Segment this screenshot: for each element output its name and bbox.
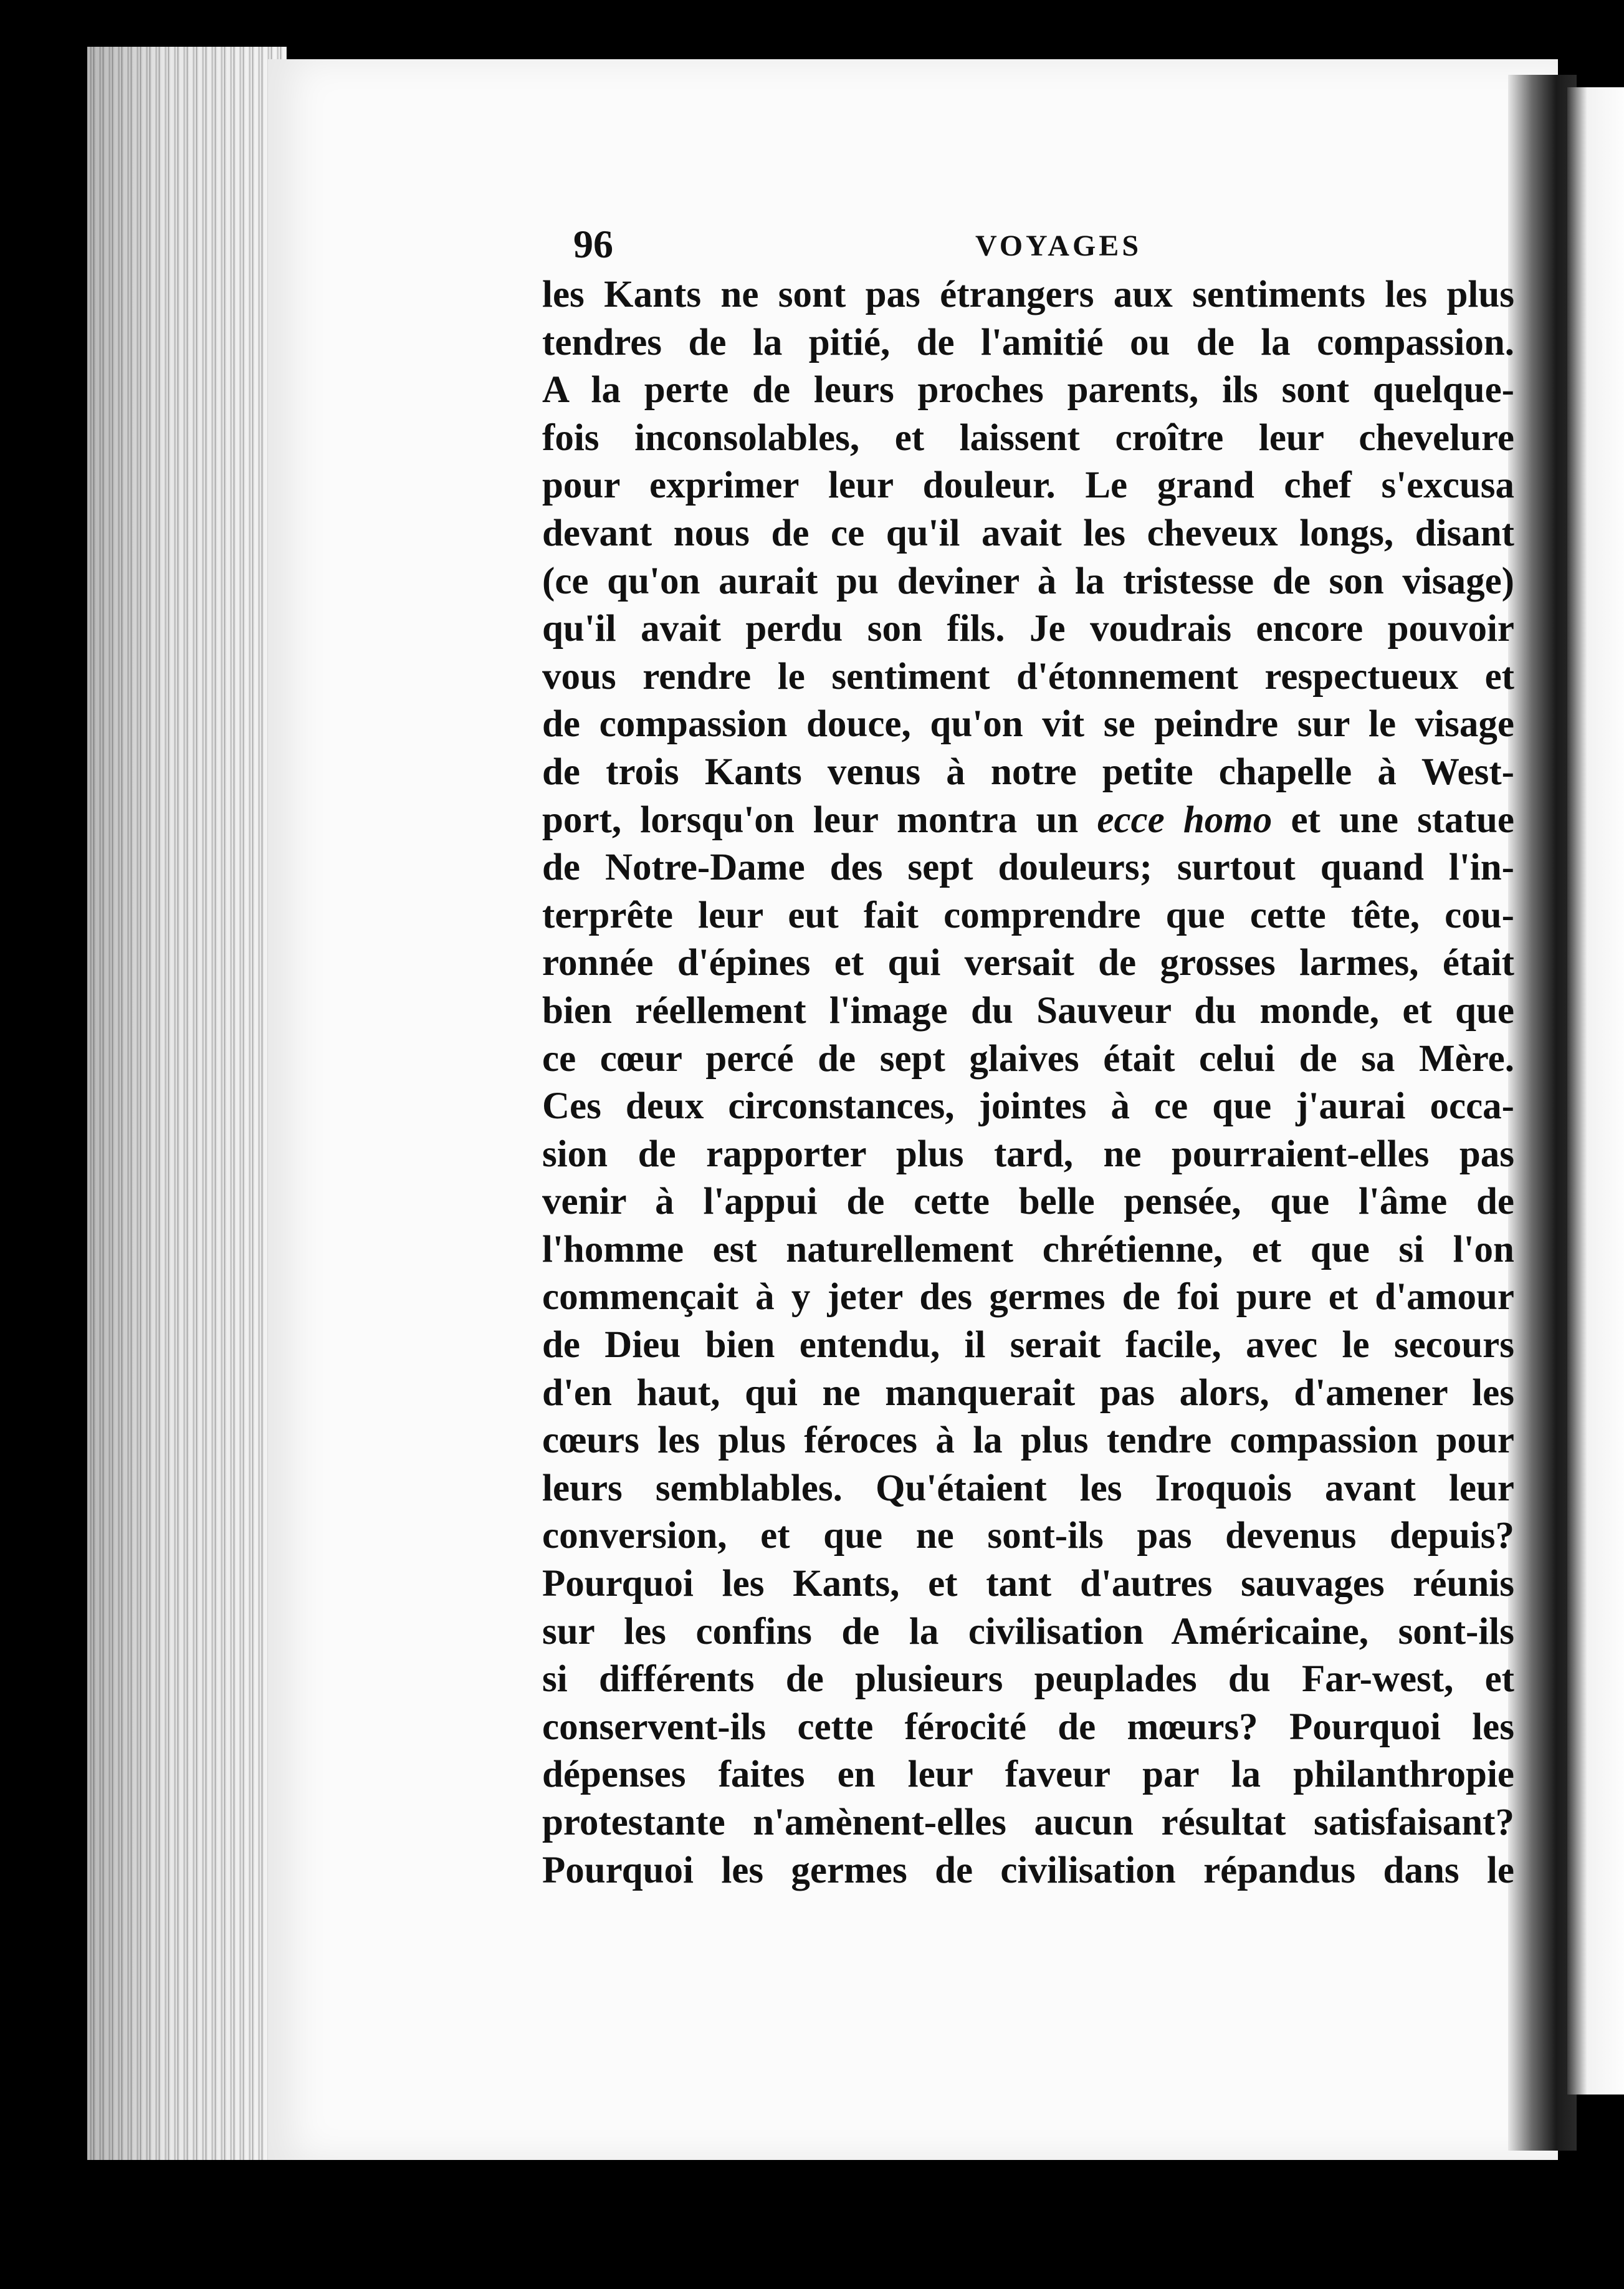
text-segment: port, lorsqu'on leur montra un bbox=[542, 799, 1097, 841]
text-line: de trois Kants venus à notre petite chapelle à West- bbox=[542, 751, 1514, 793]
text-line: ronnée d'épines et qui versait de grosses larmes, était bbox=[542, 942, 1514, 984]
book-gutter bbox=[1508, 75, 1577, 2151]
text-line: de Dieu bien entendu, il serait facile, avec le secours bbox=[542, 1324, 1514, 1366]
text-line: dépenses faites en leur faveur par la philanthropie bbox=[542, 1754, 1514, 1796]
page-number: 96 bbox=[573, 222, 613, 266]
facing-page-edge bbox=[1567, 87, 1624, 2095]
text-line: terprête leur eut fait comprendre que cette tête, cou- bbox=[542, 894, 1514, 936]
text-line: qu'il avait perdu son fils. Je voudrais encore pouvoir bbox=[542, 608, 1514, 650]
text-line: si différents de plusieurs peuplades du Far-west, et bbox=[542, 1658, 1514, 1701]
text-line: de Notre-Dame des sept douleurs; surtout quand l'in- bbox=[542, 847, 1514, 889]
text-line-with-italic bbox=[542, 797, 1514, 845]
text-line: les Kants ne sont pas étrangers aux sentiments les plus bbox=[542, 274, 1514, 315]
text-line: d'en haut, qui ne manquerait pas alors, d'amener les bbox=[542, 1371, 1514, 1414]
text-line: pour exprimer leur douleur. Le grand chef s'excusa bbox=[542, 464, 1514, 507]
text-line: sur les confins de la civilisation Américaine, sont-ils bbox=[542, 1610, 1514, 1653]
text-line: Pourquoi les Kants, et tant d'autres sauvages réunis bbox=[542, 1563, 1514, 1605]
page-edges bbox=[87, 47, 287, 2160]
running-head: VOYAGES bbox=[975, 229, 1142, 262]
text-line: commençait à y jeter des germes de foi pure et d'amour bbox=[542, 1276, 1514, 1318]
text-line: Pourquoi les germes de civilisation répandus dans le bbox=[542, 1849, 1514, 1891]
text-line: venir à l'appui de cette belle pensée, que l'âme de bbox=[542, 1181, 1514, 1223]
page-header bbox=[573, 221, 1508, 271]
text-segment: et une statue bbox=[1272, 799, 1514, 841]
text-line: bien réellement l'image du Sauveur du monde, et que bbox=[542, 989, 1514, 1032]
text-line: A la perte de leurs proches parents, ils sont quelque- bbox=[542, 369, 1514, 411]
text-line: vous rendre le sentiment d'étonnement respectueux et bbox=[542, 655, 1514, 698]
text-line: l'homme est naturellement chrétienne, et que si l'on bbox=[542, 1228, 1514, 1270]
text-line: cœurs les plus féroces à la plus tendre compassion pour bbox=[542, 1419, 1514, 1462]
text-line: devant nous de ce qu'il avait les cheveux longs, disant bbox=[542, 512, 1514, 554]
italic-phrase: ecce homo bbox=[1097, 799, 1273, 841]
text-line: Ces deux circonstances, jointes à ce que j'aurai occa- bbox=[542, 1085, 1514, 1128]
body-text bbox=[542, 271, 1514, 1894]
text-line: conservent-ils cette férocité de mœurs? Pourquoi les bbox=[542, 1706, 1514, 1748]
text-line: (ce qu'on aurait pu deviner à la tristesse de son visage) bbox=[542, 560, 1514, 602]
text-line: de compassion douce, qu'on vit se peindre sur le visage bbox=[542, 703, 1514, 746]
text-line: ce cœur percé de sept glaives était celui de sa Mère. bbox=[542, 1037, 1514, 1080]
text-line: leurs semblables. Qu'étaient les Iroquois avant leur bbox=[542, 1467, 1514, 1509]
text-line: tendres de la pitié, de l'amitié ou de la compassion. bbox=[542, 321, 1514, 363]
text-line: fois inconsolables, et laissent croître leur chevelure bbox=[542, 416, 1514, 459]
text-line: conversion, et que ne sont-ils pas devenus depuis? bbox=[542, 1515, 1514, 1557]
text-line: sion de rapporter plus tard, ne pourraient-elles pas bbox=[542, 1133, 1514, 1175]
text-line: protestante n'amènent-elles aucun résultat satisfaisant? bbox=[542, 1802, 1514, 1843]
